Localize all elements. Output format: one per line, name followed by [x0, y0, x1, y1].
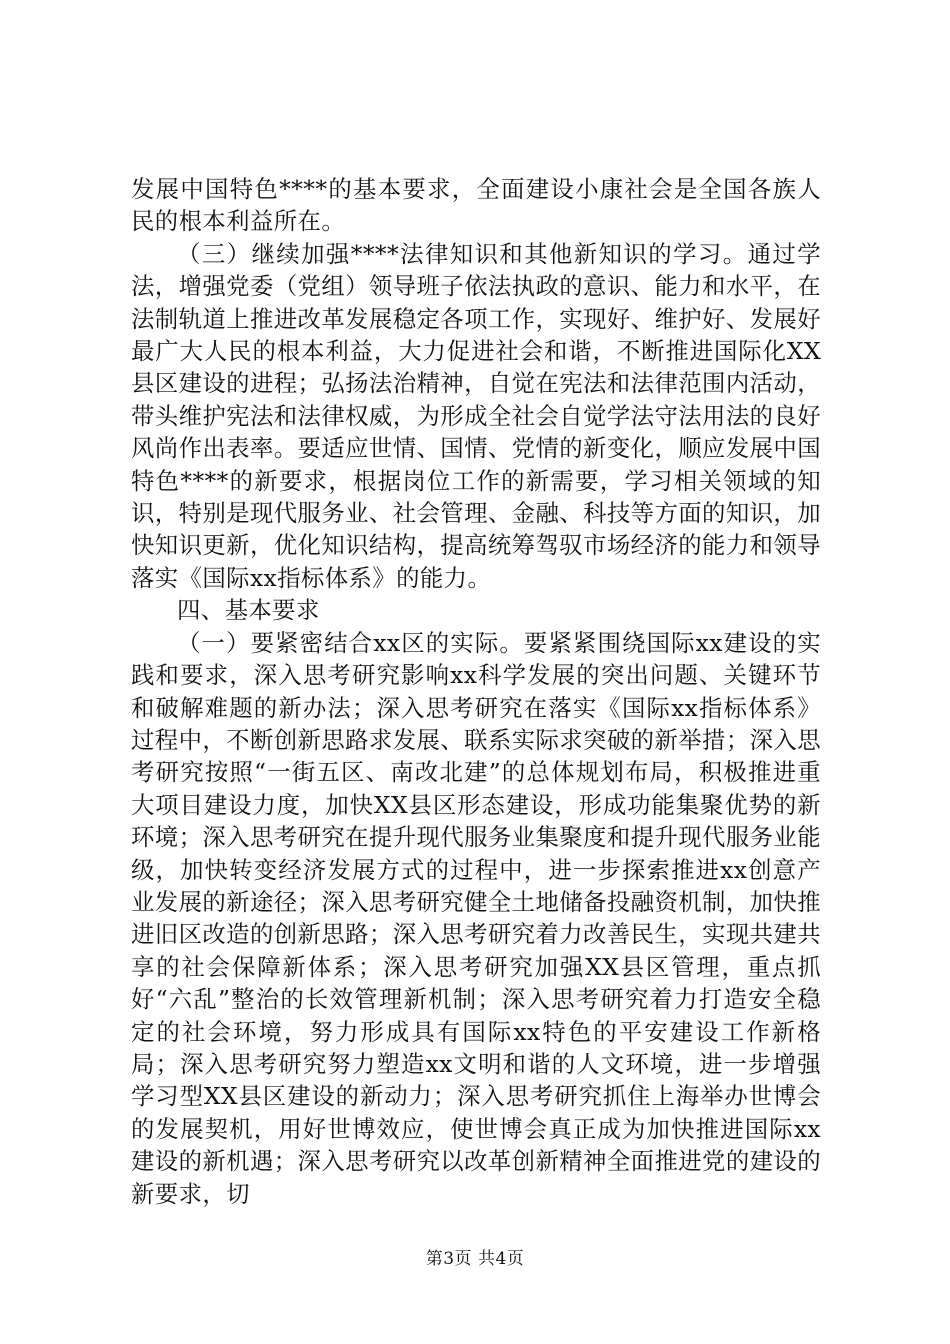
paragraph-section-three: （三）继续加强****法律知识和其他新知识的学习。通过学法，增强党委（党组）领导班子依法执政的意识、能力和水平，在法制轨道上推进改革发展稳定各项工作，实现好、维护好、发展好最广大人民的根本利益，大力促进社会和谐，不断推进国际化XX县区建设的进程；弘扬法治精神，自觉在宪法和法律范围内活动，带头维护宪法和法律权威，为形成全社会自觉学法守法用法的良好风尚作出表率。要适应世情、国情、党情的新变化，顺应发展中国特色****的新要求，根据岗位工作的新需要，学习相关领域的知识，特别是现代服务业、社会管理、金融、科技等方面的知识，加快知识更新，优化知识结构，提高统筹驾驭市场经济的能力和领导落实《国际xx指标体系》的能力。	[131, 239, 821, 592]
paragraph-section-one: （一）要紧密结合xx区的实际。要紧紧围绕国际xx建设的实践和要求，深入思考研究影响xx科学发展的突出问题、关键环节和破解难题的新办法；深入思考研究在落实《国际xx指标体系》过程中，不断创新思路求发展、联系实际求突破的新举措；深入思考研究按照“一街五区、南改北建”的总体规划布局，积极推进重大项目建设力度，加快XX县区形态建设，形成功能集聚优势的新环境；深入思考研究在提升现代服务业集聚度和提升现代服务业能级，加快转变经济发展方式的过程中，进一步探索推进xx创意产业发展的新途径；深入思考研究健全土地储备投融资机制，加快推进旧区改造的创新思路；深入思考研究着力改善民生，实现共建共享的社会保障新体系；深入思考研究加强XX县区管理，重点抓好“六乱”整治的长效管理新机制；深入思考研究着力打造安全稳定的社会环境，努力形成具有国际xx特色的平安建设工作新格局；深入思考研究努力塑造xx文明和谐的人文环境，进一步增强学习型XX县区建设的新动力；深入思考研究抓住上海举办世博会的发展契机，用好世博效应，使世博会真正成为加快推进国际xx建设的新机遇；深入思考研究以改革创新精神全面推进党的建设的新要求，切	[131, 628, 821, 1208]
document-body	[131, 173, 821, 1210]
page-number-footer: 第3页 共4页	[425, 1249, 525, 1269]
paragraph-continued: 发展中国特色****的基本要求，全面建设小康社会是全国各族人民的根本利益所在。	[131, 175, 821, 236]
section-heading-basic-requirements: 四、基本要求	[177, 596, 320, 625]
